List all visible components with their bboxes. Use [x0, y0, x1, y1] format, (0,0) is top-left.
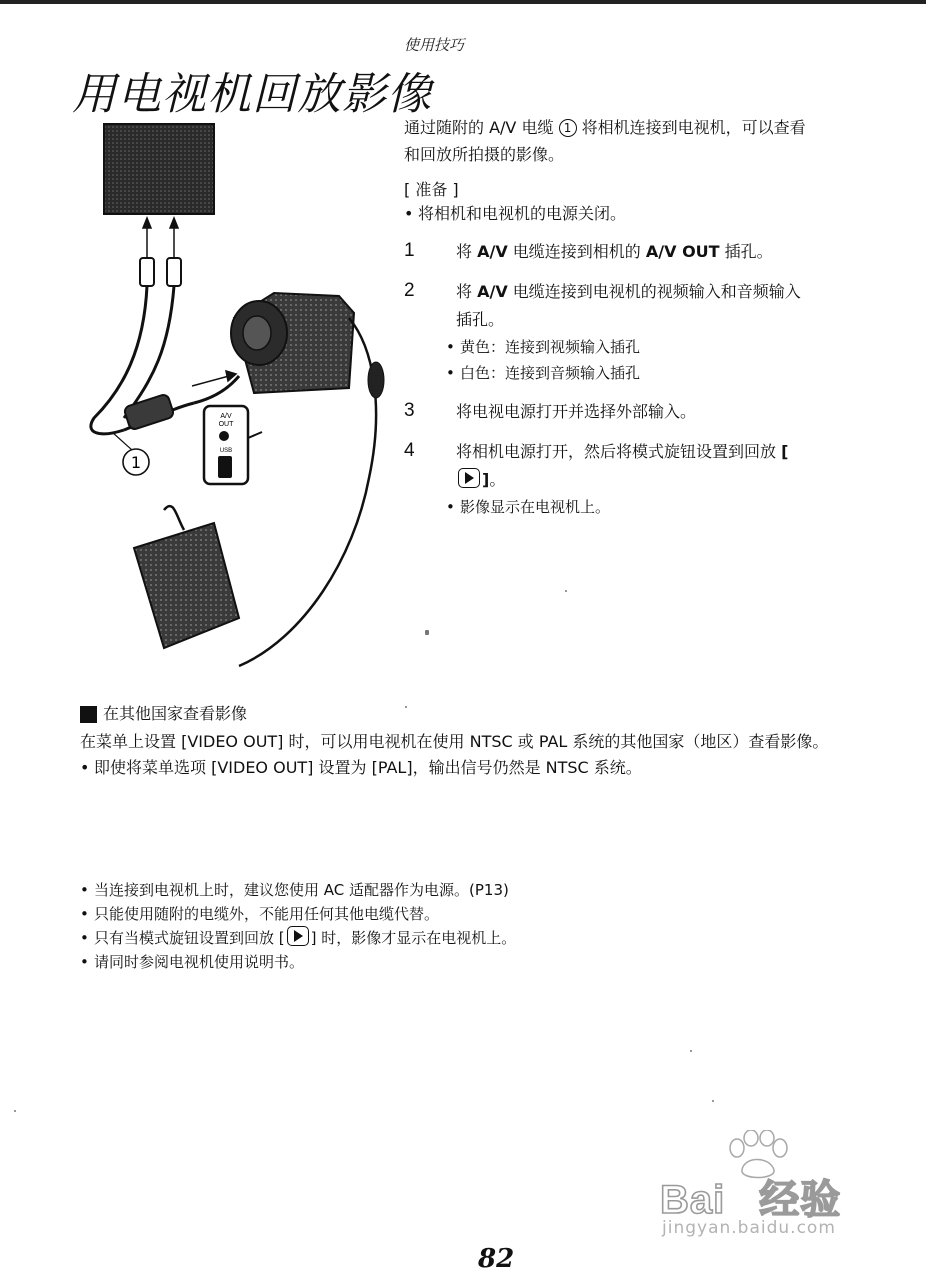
- tv-icon: [104, 124, 214, 214]
- step-4: 4 将相机电源打开，然后将模式旋钮设置到回放 []。: [404, 440, 789, 489]
- ac-adapter-icon: [134, 506, 239, 648]
- rca-plugs: [140, 258, 181, 286]
- other-countries-section: [80, 700, 840, 780]
- label-usb: USB: [219, 448, 233, 454]
- notes-list: [80, 878, 840, 974]
- step-4-sub: • 影像显示在电视机上。: [446, 494, 814, 520]
- step-2-sub-white: • 白色：连接到音频输入插孔: [446, 360, 814, 386]
- top-rule: [0, 0, 926, 4]
- preparation-bullet: • 将相机和电视机的电源关闭。: [404, 202, 814, 226]
- section-bullet: • 即使将菜单选项 [VIDEO OUT] 设置为 [PAL]，输出信号仍然是 NTSC 系统。: [80, 756, 840, 780]
- step-3: 3 将电视电源打开并选择外部输入。: [404, 400, 697, 421]
- step-2-sub-yellow: • 黄色：连接到视频输入插孔: [446, 334, 814, 360]
- play-icon: [287, 926, 309, 946]
- note-item: • 只有当模式旋钮设置到回放 [ ] 时，影像才显示在电视机上。: [80, 926, 840, 950]
- intro-paragraph: 通过随附的 A/V 电缆 1 将相机连接到电视机，可以查看和回放所拍摄的影像。: [404, 118, 806, 164]
- note-item: • 当连接到电视机上时，建议您使用 AC 适配器作为电源。(P13): [80, 878, 840, 902]
- circled-number: 1: [559, 119, 577, 137]
- page-number: 82: [478, 1244, 515, 1274]
- square-bullet-icon: [80, 706, 97, 723]
- play-icon: [458, 468, 480, 488]
- label-av: A/V: [220, 413, 232, 420]
- note-item: • 只能使用随附的电缆外，不能用任何其他电缆代替。: [80, 902, 840, 926]
- instructions-column: [404, 114, 814, 520]
- section-label: 使用技巧: [404, 36, 465, 54]
- label-out: OUT: [218, 421, 234, 428]
- step-1: 1 将 A/V 电缆连接到相机的 A/V OUT 插孔。: [404, 240, 773, 261]
- section-heading: 在其他国家查看影像: [103, 704, 248, 723]
- step-2: 2 将 A/V 电缆连接到电视机的视频输入和音频输入插孔。: [404, 280, 801, 329]
- note-item: • 请同时参阅电视机使用说明书。: [80, 950, 840, 974]
- connection-illustration: [64, 118, 394, 678]
- steps-list: [404, 238, 814, 520]
- section-paragraph: 在菜单上设置 [VIDEO OUT] 时，可以用电视机在使用 NTSC 或 PAL 系统的其他国家（地区）查看影像。: [80, 732, 829, 751]
- callout-number: 1: [130, 453, 142, 472]
- ferrite-core: [123, 393, 174, 430]
- camera-icon: [231, 293, 354, 393]
- page-title: 用电视机回放影像: [72, 69, 432, 120]
- port-panel: [204, 406, 262, 484]
- baidu-watermark: Bai 经验 jingyan.baidu.com: [660, 1130, 890, 1240]
- preparation-heading: [ 准备 ]: [404, 180, 459, 199]
